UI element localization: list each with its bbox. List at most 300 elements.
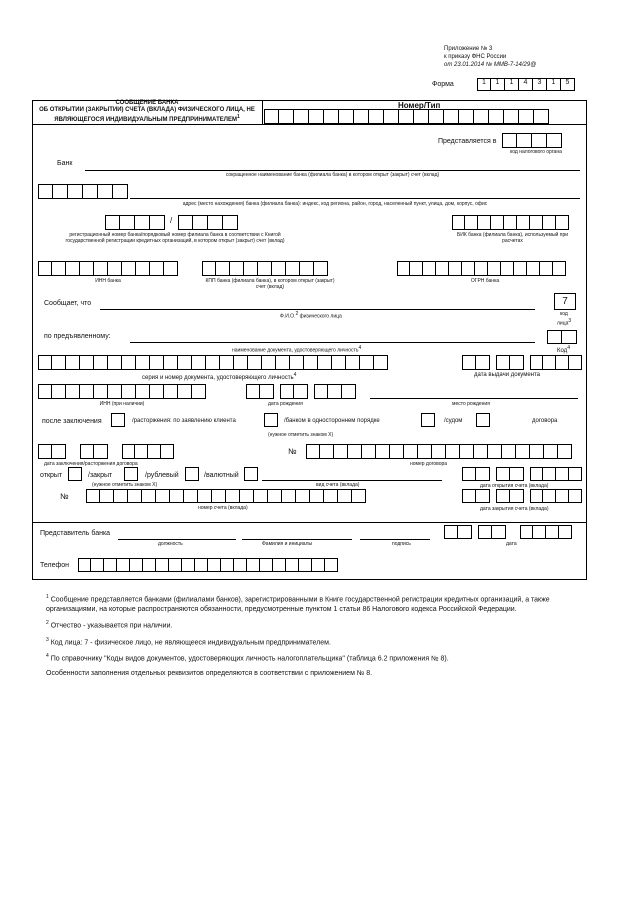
entry-cell[interactable]: [258, 261, 272, 276]
entry-cell[interactable]: [122, 261, 136, 276]
entry-cell[interactable]: [208, 558, 221, 572]
entry-cell[interactable]: [66, 384, 80, 399]
entry-cell[interactable]: [476, 467, 490, 481]
entry-cell[interactable]: [164, 261, 178, 276]
entry-cell[interactable]: [78, 558, 91, 572]
entry-cell[interactable]: [338, 489, 352, 503]
entry-cell[interactable]: [462, 489, 476, 503]
entry-cell[interactable]: [516, 444, 530, 459]
entry-cell[interactable]: [309, 109, 324, 124]
termination-court-checkbox[interactable]: [476, 413, 490, 427]
entry-cell[interactable]: [348, 444, 362, 459]
entry-cell[interactable]: [136, 384, 150, 399]
entry-cell[interactable]: [83, 184, 98, 199]
position-line[interactable]: [118, 539, 236, 540]
slash: /: [170, 216, 173, 225]
entry-cell[interactable]: [514, 261, 527, 276]
entry-cell[interactable]: [543, 215, 556, 230]
entry-cell[interactable]: [142, 489, 156, 503]
entry-cell[interactable]: [150, 215, 165, 230]
entry-cell[interactable]: [476, 489, 490, 503]
entry-cell[interactable]: [452, 215, 465, 230]
kpp-cells[interactable]: [202, 261, 328, 276]
entry-cell[interactable]: [300, 261, 314, 276]
entry-cell[interactable]: [556, 355, 569, 370]
entry-cell[interactable]: [234, 558, 247, 572]
ruble-checkbox[interactable]: [185, 467, 199, 481]
entry-cell[interactable]: [66, 261, 80, 276]
entry-cell[interactable]: [128, 489, 142, 503]
entry-cell[interactable]: [556, 489, 569, 503]
entry-cell[interactable]: [68, 184, 83, 199]
contract-year[interactable]: [122, 444, 174, 459]
entry-cell[interactable]: [170, 489, 184, 503]
entry-cell[interactable]: [94, 444, 108, 459]
entry-cell[interactable]: [369, 109, 384, 124]
footnote: [46, 618, 580, 631]
footnote-text: Код лица: 7 - физическое лицо, не являющееся индивидуальным предпринимателем.: [50, 638, 331, 646]
entry-cell[interactable]: [312, 558, 325, 572]
entry-cell[interactable]: [530, 215, 543, 230]
entry-cell[interactable]: [178, 355, 192, 370]
entry-cell[interactable]: [80, 444, 94, 459]
open-date-caption: дата открытия счета (вклада): [480, 483, 549, 489]
entry-cell[interactable]: [164, 355, 178, 370]
entry-cell[interactable]: [543, 355, 556, 370]
entry-cell[interactable]: [462, 261, 475, 276]
entry-cell[interactable]: [148, 444, 161, 459]
entry-cell[interactable]: [198, 489, 212, 503]
entry-cell[interactable]: [86, 489, 100, 503]
entry-cell[interactable]: [510, 489, 524, 503]
entry-cell[interactable]: [558, 444, 572, 459]
entry-cell[interactable]: [304, 355, 318, 370]
entry-cell[interactable]: [150, 355, 164, 370]
entry-cell[interactable]: [354, 109, 369, 124]
entry-cell[interactable]: [135, 215, 150, 230]
branch-number-cells[interactable]: [178, 215, 238, 230]
entry-cell[interactable]: [80, 384, 94, 399]
entry-cell[interactable]: [374, 355, 388, 370]
close-day[interactable]: [462, 489, 490, 503]
entry-cell[interactable]: [230, 261, 244, 276]
number-type-cells[interactable]: [264, 109, 549, 124]
entry-cell[interactable]: [547, 330, 562, 344]
entry-cell[interactable]: [108, 384, 122, 399]
contract-month[interactable]: [80, 444, 108, 459]
entry-cell[interactable]: [397, 261, 410, 276]
entry-cell[interactable]: [114, 489, 128, 503]
entry-cell[interactable]: [399, 109, 414, 124]
entry-cell[interactable]: [569, 355, 582, 370]
entry-cell[interactable]: [136, 261, 150, 276]
phone-cells[interactable]: [78, 558, 338, 572]
entry-cell[interactable]: [212, 489, 226, 503]
entry-cell[interactable]: [178, 384, 192, 399]
entry-cell[interactable]: [562, 330, 577, 344]
account-number-cells[interactable]: [86, 489, 366, 503]
doc-code-cells[interactable]: [547, 330, 577, 344]
entry-cell[interactable]: [38, 261, 52, 276]
entry-cell[interactable]: [339, 109, 354, 124]
entry-cell[interactable]: [80, 355, 94, 370]
entry-cell[interactable]: [53, 184, 68, 199]
entry-cell[interactable]: [517, 215, 530, 230]
entry-cell[interactable]: [306, 444, 320, 459]
entry-cell[interactable]: [478, 215, 491, 230]
birth-month[interactable]: [280, 384, 308, 399]
entry-cell[interactable]: [559, 525, 572, 539]
address-line[interactable]: [130, 198, 580, 199]
signature-line[interactable]: [360, 539, 430, 540]
entry-cell[interactable]: [519, 109, 534, 124]
rep-month[interactable]: [478, 525, 506, 539]
entry-cell[interactable]: [286, 558, 299, 572]
inn-person-cells[interactable]: [38, 384, 206, 399]
issue-date-month[interactable]: [496, 355, 524, 370]
entry-cell[interactable]: [246, 384, 260, 399]
entry-cell[interactable]: [244, 261, 258, 276]
entry-cell[interactable]: [530, 489, 543, 503]
entry-cell[interactable]: [234, 355, 248, 370]
footnote: [46, 592, 580, 615]
entry-cell[interactable]: [130, 558, 143, 572]
reg-number-cells[interactable]: [105, 215, 165, 230]
entry-cell[interactable]: [553, 261, 566, 276]
entry-cell[interactable]: [325, 558, 338, 572]
entry-cell[interactable]: [404, 444, 418, 459]
entry-cell[interactable]: [122, 444, 135, 459]
entry-cell[interactable]: [38, 384, 52, 399]
entry-cell[interactable]: [449, 261, 462, 276]
entry-cell[interactable]: [534, 109, 549, 124]
close-year[interactable]: [530, 489, 582, 503]
termination-client-checkbox[interactable]: [264, 413, 278, 427]
doc-series-cells[interactable]: [38, 355, 388, 370]
entry-cell[interactable]: [108, 355, 122, 370]
contract-label: договора: [532, 418, 558, 424]
entry-cell[interactable]: [314, 261, 328, 276]
entry-cell[interactable]: [501, 261, 514, 276]
entry-cell[interactable]: [496, 355, 510, 370]
entry-cell[interactable]: [52, 355, 66, 370]
entry-cell[interactable]: [268, 489, 282, 503]
entry-cell[interactable]: [491, 215, 504, 230]
entry-cell[interactable]: [502, 133, 517, 148]
entry-cell[interactable]: [488, 261, 501, 276]
entry-cell[interactable]: [66, 355, 80, 370]
entry-cell[interactable]: [226, 489, 240, 503]
entry-cell[interactable]: [352, 489, 366, 503]
entry-cell[interactable]: [38, 184, 53, 199]
entry-cell[interactable]: [546, 525, 559, 539]
entry-cell[interactable]: [294, 109, 309, 124]
entry-cell[interactable]: [530, 467, 543, 481]
entry-cell[interactable]: [286, 261, 300, 276]
entry-cell[interactable]: [474, 444, 488, 459]
entry-cell[interactable]: [362, 444, 376, 459]
entry-cell[interactable]: [184, 489, 198, 503]
entry-cell[interactable]: [223, 215, 238, 230]
entry-cell[interactable]: [52, 261, 66, 276]
entry-cell[interactable]: [276, 355, 290, 370]
entry-cell[interactable]: [135, 444, 148, 459]
entry-cell[interactable]: [216, 261, 230, 276]
tax-code-cells[interactable]: [502, 133, 562, 148]
entry-cell[interactable]: [533, 525, 546, 539]
form-code-digit: 1: [491, 78, 505, 91]
entry-cell[interactable]: [517, 133, 532, 148]
entry-cell[interactable]: [314, 384, 328, 399]
entry-cell[interactable]: [543, 489, 556, 503]
entry-cell[interactable]: [320, 444, 334, 459]
termination-label: /расторжения: по заявлению клиента: [132, 418, 236, 424]
entry-cell[interactable]: [164, 384, 178, 399]
title-line-2: ОБ ОТКРЫТИИ (ЗАКРЫТИИ) СЧЕТА (ВКЛАДА) ФИЗИЧЕСКОГО ЛИЦА, НЕ: [39, 107, 255, 113]
entry-cell[interactable]: [80, 261, 94, 276]
entry-cell[interactable]: [282, 489, 296, 503]
account-number-caption: номер счета (вклада): [198, 505, 248, 511]
entry-cell[interactable]: [136, 355, 150, 370]
entry-cell[interactable]: [318, 355, 332, 370]
entry-cell[interactable]: [208, 215, 223, 230]
entry-cell[interactable]: [556, 215, 569, 230]
entry-cell[interactable]: [264, 109, 279, 124]
entry-cell[interactable]: [414, 109, 429, 124]
entry-cell[interactable]: [376, 444, 390, 459]
form-code-digit: 5: [561, 78, 575, 91]
rep-year[interactable]: [520, 525, 572, 539]
after-conclusion-label: после заключения: [42, 418, 102, 425]
position-caption: должность: [158, 541, 183, 547]
entry-cell[interactable]: [342, 384, 356, 399]
entry-cell[interactable]: [120, 215, 135, 230]
conclusion-checkbox[interactable]: [111, 413, 125, 427]
address-caption: адрес (место нахождения) банка (филиала банка): индекс, код региона, район, город, населенный пункт, улица, дом, корпус, офис: [182, 201, 488, 207]
entry-cell[interactable]: [279, 109, 294, 124]
entry-cell[interactable]: [280, 384, 294, 399]
entry-cell[interactable]: [122, 355, 136, 370]
entry-cell[interactable]: [113, 184, 128, 199]
entry-cell[interactable]: [104, 558, 117, 572]
bank-name-line[interactable]: [85, 170, 580, 171]
entry-cell[interactable]: [122, 384, 136, 399]
entry-cell[interactable]: [547, 133, 562, 148]
entry-cell[interactable]: [544, 444, 558, 459]
entry-cell[interactable]: [178, 215, 193, 230]
entry-cell[interactable]: [182, 558, 195, 572]
entry-cell[interactable]: [52, 444, 66, 459]
entry-cell[interactable]: [192, 384, 206, 399]
submitted-to-label: Представляется в: [438, 138, 497, 145]
open-day[interactable]: [462, 467, 490, 481]
open-year[interactable]: [530, 467, 582, 481]
entry-cell[interactable]: [346, 355, 360, 370]
entry-cell[interactable]: [156, 489, 170, 503]
entry-cell[interactable]: [476, 355, 490, 370]
close-month[interactable]: [496, 489, 524, 503]
entry-cell[interactable]: [262, 355, 276, 370]
birth-day[interactable]: [246, 384, 274, 399]
contract-day[interactable]: [38, 444, 66, 459]
entry-cell[interactable]: [459, 109, 474, 124]
entry-cell[interactable]: [161, 444, 174, 459]
entry-cell[interactable]: [193, 215, 208, 230]
entry-cell[interactable]: [328, 384, 342, 399]
entry-cell[interactable]: [384, 109, 399, 124]
entry-cell[interactable]: [117, 558, 130, 572]
person-code-box[interactable]: 7: [554, 293, 576, 310]
entry-cell[interactable]: [98, 184, 113, 199]
ogrn-cells[interactable]: [397, 261, 566, 276]
form-code: [477, 78, 575, 91]
entry-cell[interactable]: [465, 215, 478, 230]
entry-cell[interactable]: [532, 133, 547, 148]
address-index-cells[interactable]: [38, 184, 128, 199]
entry-cell[interactable]: [504, 109, 519, 124]
birth-date-caption: дата рождения: [268, 401, 303, 407]
entry-cell[interactable]: [444, 525, 458, 539]
entry-cell[interactable]: [150, 261, 164, 276]
opened-checkbox[interactable]: [68, 467, 82, 481]
issue-date-year[interactable]: [530, 355, 582, 370]
entry-cell[interactable]: [108, 261, 122, 276]
entry-cell[interactable]: [432, 444, 446, 459]
entry-cell[interactable]: [94, 261, 108, 276]
issue-date-day[interactable]: [462, 355, 490, 370]
account-type-line[interactable]: [262, 480, 442, 481]
entry-cell[interactable]: [488, 444, 502, 459]
entry-cell[interactable]: [540, 261, 553, 276]
entry-cell[interactable]: [143, 558, 156, 572]
rep-day[interactable]: [444, 525, 472, 539]
entry-cell[interactable]: [221, 558, 234, 572]
entry-cell[interactable]: [247, 558, 260, 572]
entry-cell[interactable]: [94, 384, 108, 399]
entry-cell[interactable]: [294, 384, 308, 399]
entry-cell[interactable]: [192, 355, 206, 370]
entry-cell[interactable]: [496, 467, 510, 481]
entry-cell[interactable]: [475, 261, 488, 276]
birth-place-line[interactable]: [370, 398, 578, 399]
entry-cell[interactable]: [206, 355, 220, 370]
entry-cell[interactable]: [492, 525, 506, 539]
entry-cell[interactable]: [530, 444, 544, 459]
entry-cell[interactable]: [38, 355, 52, 370]
entry-cell[interactable]: [156, 558, 169, 572]
entry-cell[interactable]: [410, 261, 423, 276]
entry-cell[interactable]: [240, 489, 254, 503]
currency-checkbox[interactable]: [244, 467, 258, 481]
entry-cell[interactable]: [436, 261, 449, 276]
entry-cell[interactable]: [462, 467, 476, 481]
entry-cell[interactable]: [489, 109, 504, 124]
entry-cell[interactable]: [52, 384, 66, 399]
entry-cell[interactable]: [332, 355, 346, 370]
entry-cell[interactable]: [496, 489, 510, 503]
entry-cell[interactable]: [91, 558, 104, 572]
entry-cell[interactable]: [510, 355, 524, 370]
termination-bank-checkbox[interactable]: [421, 413, 435, 427]
open-month[interactable]: [496, 467, 524, 481]
entry-cell[interactable]: [527, 261, 540, 276]
entry-cell[interactable]: [195, 558, 208, 572]
code-face-label: [557, 318, 571, 327]
entry-cell[interactable]: [474, 109, 489, 124]
entry-cell[interactable]: [423, 261, 436, 276]
close-date-caption: дата закрытия счета (вклада): [480, 506, 549, 512]
entry-cell[interactable]: [462, 355, 476, 370]
inn-bank-cells[interactable]: [38, 261, 178, 276]
entry-cell[interactable]: [510, 467, 524, 481]
entry-cell[interactable]: [105, 215, 120, 230]
entry-cell[interactable]: [254, 489, 268, 503]
rep-divider: [32, 522, 587, 523]
entry-cell[interactable]: [530, 355, 543, 370]
entry-cell[interactable]: [202, 261, 216, 276]
entry-cell[interactable]: [520, 525, 533, 539]
entry-cell[interactable]: [478, 525, 492, 539]
contract-number-cells[interactable]: [306, 444, 572, 459]
closed-checkbox[interactable]: [124, 467, 138, 481]
entry-cell[interactable]: [360, 355, 374, 370]
doc-name-line[interactable]: [130, 342, 535, 343]
entry-cell[interactable]: [260, 558, 273, 572]
entry-cell[interactable]: [324, 489, 338, 503]
entry-cell[interactable]: [543, 467, 556, 481]
name-caption: Фамилия и инициалы: [262, 541, 313, 547]
name-line[interactable]: [242, 539, 352, 540]
entry-cell[interactable]: [272, 261, 286, 276]
entry-cell[interactable]: [429, 109, 444, 124]
entry-cell[interactable]: [100, 489, 114, 503]
entry-cell[interactable]: [418, 444, 432, 459]
entry-cell[interactable]: [556, 467, 569, 481]
entry-cell[interactable]: [248, 355, 262, 370]
entry-cell[interactable]: [446, 444, 460, 459]
entry-cell[interactable]: [390, 444, 404, 459]
bik-cells[interactable]: [452, 215, 569, 230]
entry-cell[interactable]: [296, 489, 310, 503]
entry-cell[interactable]: [290, 355, 304, 370]
doc-series-caption: [142, 372, 296, 382]
entry-cell[interactable]: [220, 355, 234, 370]
form-code-digit: 1: [477, 78, 491, 91]
entry-cell[interactable]: [502, 444, 516, 459]
bank-label: Банк: [57, 160, 73, 167]
doc-code-sup: 4: [567, 345, 570, 351]
entry-cell[interactable]: [310, 489, 324, 503]
entry-cell[interactable]: [334, 444, 348, 459]
entry-cell[interactable]: [444, 109, 459, 124]
entry-cell[interactable]: [569, 467, 582, 481]
entry-cell[interactable]: [260, 384, 274, 399]
entry-cell[interactable]: [299, 558, 312, 572]
entry-cell[interactable]: [273, 558, 286, 572]
entry-cell[interactable]: [324, 109, 339, 124]
entry-cell[interactable]: [504, 215, 517, 230]
entry-cell[interactable]: [569, 489, 582, 503]
entry-cell[interactable]: [94, 355, 108, 370]
birth-year[interactable]: [314, 384, 356, 399]
fio-line[interactable]: [100, 309, 535, 310]
entry-cell[interactable]: [38, 444, 52, 459]
rep-date-caption: дата: [506, 541, 517, 547]
entry-cell[interactable]: [458, 525, 472, 539]
entry-cell[interactable]: [169, 558, 182, 572]
entry-cell[interactable]: [460, 444, 474, 459]
entry-cell[interactable]: [150, 384, 164, 399]
